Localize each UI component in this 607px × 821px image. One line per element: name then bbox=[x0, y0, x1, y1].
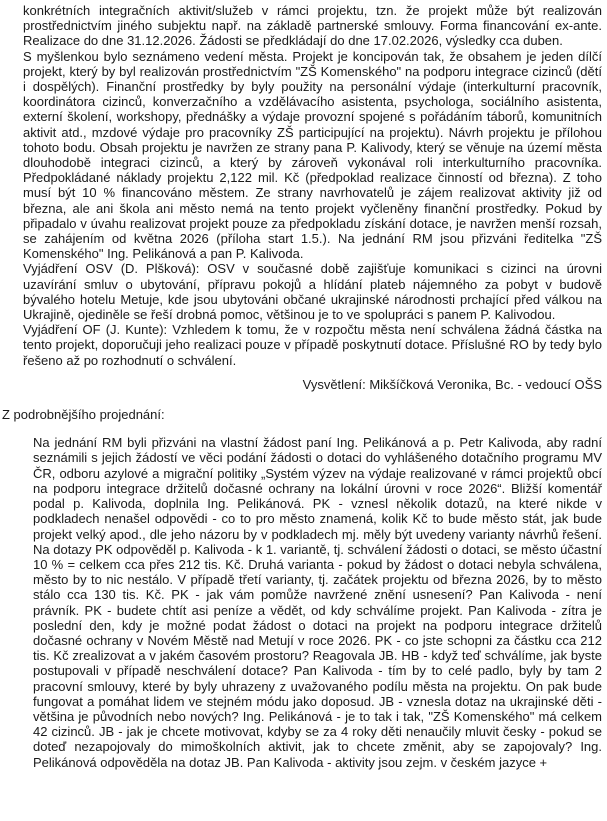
paragraph-statement-osv: Vyjádření OSV (D. Plšková): OSV v současné době zajišťuje komunikaci s cizinci na úrovni uzavírání smluv o ubytování, přípravu pokojů a hlídání plateb nájemného za pobyt v budově bývalého hotelu Metuje, kde jsou ubytováni občané ukrajinské národnosti prchající před válkou na Ukrajině, ojediněle se řeší drobná pomoc, většinou je to ve spolupráci s panem P. Kalivodou. bbox=[23, 261, 602, 323]
paragraph-continuation: konkrétních integračních aktivit/služeb v rámci projektu, tzn. že projekt může být realizován prostřednictvím jiného subjektu např. na základě partnerské smlouvy. Forma financování ex-ante. Realizace do dne 31.12.2026. Žádosti se předkládají do dne 17.02.2026, výsledky cca duben. bbox=[23, 3, 602, 49]
explanation-signature-line: Vysvětlení: Mikšíčková Veronika, Bc. - vedoucí OŠS bbox=[302, 376, 602, 392]
body-text-block bbox=[23, 3, 602, 368]
paragraph-statement-of: Vyjádření OF (J. Kunte): Vzhledem k tomu, že v rozpočtu města není schválena žádná částka na tento projekt, doporučuji jeho realizaci pouze v případě poskytnutí dotace. Příslušné RO by tedy bylo řešeno až po rozhodnutí o schválení. bbox=[23, 322, 602, 368]
paragraph-project-description: S myšlenkou bylo seznámeno vedení města. Projekt je koncipován tak, že obsahem je jeden dílčí projekt, který by byl realizován prostřednictvím "ZŠ Komenského" na podporu integrace cizinců (dětí i dospělých). Finanční prostředky by byly použity na personální výdaje (interkulturní pracovník, koordinátora cizinců, konverzačního a vzdělávacího asistenta, psychologa, sociálního asistenta, externí školení, workshopy, přednášky a výdaje provozní spojené s pořádáním táborů, komunitních aktivit atd., mzdové výdaje pro pracovníky ZŠ participující na projektu). Návrh projektu je přílohou tohoto bodu. Obsah projektu je navržen ze strany pana P. Kalivody, který se věnuje na území města dlouhodobě integraci cizinců, a který by zároveň vykonával roli interkulturního pracovníka. Předpokládané náklady projektu 2,122 mil. Kč (předpoklad realizace činností od března). Z toho musí být 10 % financováno městem. Ze strany navrhovatelů je zájem realizovat aktivity již od března, ale ani škola ani město nemá na tento projekt vyčleněny finanční prostředky. Pokud by připadalo v úvahu realizovat projekt pouze za předpokladu získání dotace, je navržen menší rozsah, se zahájením od května 2026 (příloha start 1.5.). Na jednání RM jsou přizváni ředitelka "ZŠ Komenského" Ing. Pelikánová a pan P. Kalivoda. bbox=[23, 48, 602, 262]
section-heading: Z podrobnějšího projednání: bbox=[2, 407, 165, 423]
detail-discussion-paragraph: Na jednání RM byli přizváni na vlastní žádost paní Ing. Pelikánová a p. Petr Kalivoda, aby radní seznámili s jejich žádostí ve věci podání žádosti o dotaci do vyhlášeného dotačního programu MV ČR, odboru azylové a migrační politiky „Systém výzev na výdaje realizované v rámci projektů obcí na podporu integrace držitelů dočasné ochrany na lokální úrovni v roce 2026“. Bližší komentář podal p. Kalivoda, doplnila Ing. Pelikánová. PK - vznesl několik dotazů, na které nikde v podkladech nenašel odpovědi - co to pro město znamená, kolik Kč to bude město stát, jak bude projekt velký apod., dle jeho názoru by v podkladech mj. měly být uvedeny varianty návrhů řešení. Na dotazy PK odpověděl p. Kalivoda - k 1. variantě, tj. schválení žádosti o dotaci, se město účastní 10 % = celkem cca přes 212 tis. Kč. Druhá varianta - pokud by žádost o dotaci nebyla schválena, město by to nic nestálo. V případě třetí varianty, tj. začátek projektu od března 2026, by to město stálo cca 130 tis. Kč. PK - jak vám pomůže navržené znění usnesení? Pan Kalivoda - není právník. PK - budete chtít asi peníze a vědět, od kdy schválíme projekt. Pan Kalivoda - zítra je poslední den, kdy je možné podat žádost o dotaci na projekt na podporu integrace držitelů dočasné ochrany v Novém Městě nad Metují v roce 2026. PK - co jste schopni za částku cca 212 tis. Kč zrealizovat a v jakém časovém prostoru? Reagovala JB. HB - když teď schválíme, jak byste postupovali v případě neschválení dotace? Pan Kalivoda - tím by to celé padlo, byly by tam 2 pracovní smlouvy, které by byly uhrazeny z uvažovaného podílu města na projektu. On pak bude fungovat a pomáhat lidem ve stejném módu jako doposud. JB - vznesla dotaz na ukrajinské děti - většina je původních nebo nových? Ing. Pelikánová - je to tak i tak, "ZŠ Komenského" má celkem 42 cizinců. JB - jak je chcete motivovat, kdyby se za 4 roky děti nenaučily mluvit česky - pokud se doteď nezapojovaly do mimoškolních aktivit, jak to chcete změnit, aby se zapojovaly? Ing. Pelikánová odpověděla na dotaz JB. Pan Kalivoda - aktivity jsou zejm. v českém jazyce + bbox=[33, 435, 602, 770]
